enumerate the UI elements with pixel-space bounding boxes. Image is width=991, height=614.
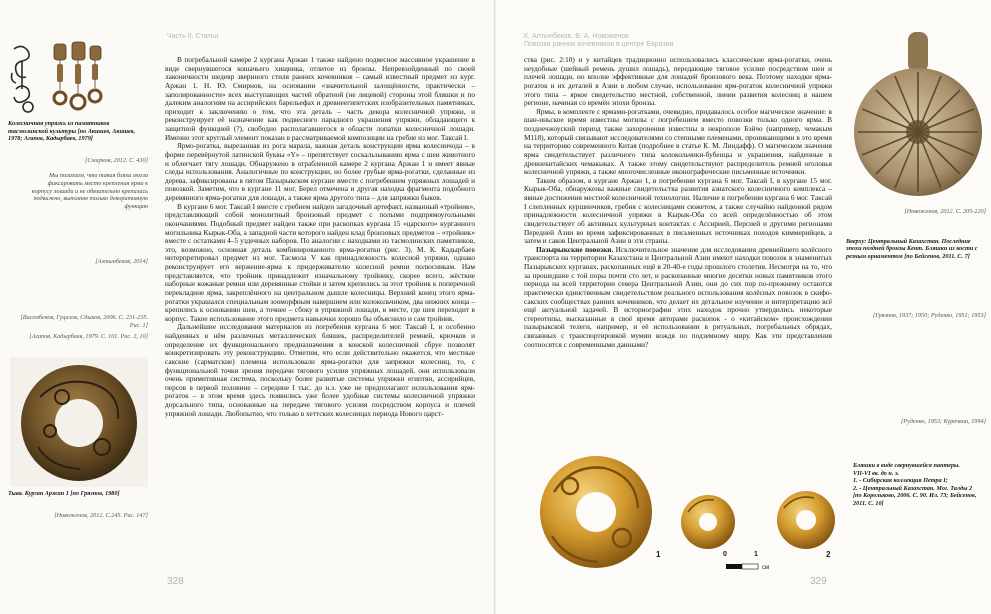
panther-plaques-image xyxy=(526,450,846,580)
left-body-text xyxy=(165,56,475,418)
ref-smirnov: [Смирнов, 2012. С. 430] xyxy=(85,156,148,164)
figure-label-1: 1 xyxy=(656,550,661,559)
body-paragraph: Таким образом, в кургане Аржан 1, в погребении кургана 6 мог. Таксай I, в кургане 15 мог. Кырык-Оба, обнаружены важные свидетельства развития азиатского колесничного комплекса – явные достижения местной колесничной технологии. Наличие в погребении кургана 6 мог. Таксай I слепленных куршинчиков, гребня с колесницами сюжетом, а также случайно найденной рядом принадлежности колесничной упряжи в Кырык-Оба со всей определённостью об этом свидетельствует об активных культурных контактах с Ассирией, Персией и другими регионами Передней Азии во время зафиксированных в письменных источниках походов киммерийцев, а затем и саков Центральной Азии в эти страны. xyxy=(524,175,832,246)
yoke-note: Мы полагаем, что такая бляха могла фиксировать место крепления ярма к корпусу лошади и не обязательно крепилась подвижно, выполняя только декоративную функцию xyxy=(31,172,148,210)
ref-novozhenov-left: [Новоженов, 2012. С.245. Рис. 147] xyxy=(54,511,148,519)
tuva-caption: Тыва. Курган Аржан 1 [по Грязнов, 1980] xyxy=(8,490,120,497)
pazyryk-text: Исключительное значение для исследования древнейшего колёсного транспорта на территории Казахстана и Центральной Азии имеют находки повозок в знаменитых Пазырыкских курганах, раскопанных ещё в 20-40-е годы прошлого столетия. Несмотря на то, что за прошедшие с той поры почти сто лет, и раскопанные многие десятки новых памятников этого периода на всей территории севера Центральной Азии, они до сих пор по-прежнему остаются практически единственным свидетельством реального использования колёсных повозок в скифо-сакских сообществах ранних кочевников, что делает их детальное изучение и интерпретацию всё ещё актуальной задачей. В историографии этих находок прочно утвердились некоторые стереотипы, высказанные в своё время авторами раскопок - о «китайском» происхождении пазырыкской телеги, например, и её использовании в ритуальных, погребальных обрядах, связанных с транспортировкой мумии вождя по подземному миру. Как эти представления соотносятся с современными данными? xyxy=(524,244,832,349)
scale-label-1: 1 xyxy=(754,551,758,558)
body-paragraph: Дальнейшие исследования материалов из погребения кургана 6 мог. Таксай I, и особенно найденных в нём различных металлических бляшек, распределителей ремней, крючков и определение их функционального предназначения в конской колесничной сбруе позволят конкретизировать эту реконструкцию. Отметим, что если действительно окажется, что местные сакские (сарматские) племена использовали ярма-рогатки для запряжки колесниц, то, с функциональной точки зрения передачи тягового усилия упряжных лошадей, они использовали очень примитивная система, поскольку более развитые системы упряжки египтян, ассирийцев, персов в первой половине – середине I тыс. до н.э. уже не предполагают использования ярм-рогаток – в этом время здесь появились уже более удобные системы колесничной упряжки дорсального типа, основанные на передаче тягового усилия посредством корпуса и плечей упряжной лошади. Любопытно, что только в хеттских колесницах периода Нового царст- xyxy=(165,322,475,418)
body-paragraph: Ярмо-рогатка, вырезанная из рога марала, важная деталь конструкции ярма колесничода – в форме перевёрнутой латинской буквы «Y» – препятствует соскальзыванию ярма с шеи животного и облегчает тягу лошади. Обнаружено в ограбленной камере 2 кургана Аржан 1 и имеет явные следы использования. Аналогичные по конструкции, но более грубые ярма-рогатки, сделанные из дерева, зафиксированы в пятом Пазырыкском кургане вместе с погребением упряжных лошадей и повозкой. Заметим, что в кургане 11 мог. Берел отмечена и другая находка фрагмента подобного деревянного ярма-рогатки для лошади, а также ярма другого типа – для запряжки быков. xyxy=(165,141,475,202)
header-title: Повозки ранних кочевников в центре Евразии xyxy=(524,41,674,48)
plaques-caption-line: Бляшки в виде свернувшейся пантеры. xyxy=(853,462,960,469)
body-paragraph: В кургане 6 мог. Таксай I вместе с гребнем найден загадочный артефакт, названный «тройник», представляющий собой монолитный бронзовый предмет с полыми подпрямоугольными окончаниями. Подобный предмет найден также при раскопках кургана 15 «царского» курганного могильника Кырык-Оба, а западной части которого найден клад бронзовых предметов – «тройник» вместе с остатками 4–5 уздечных наборов. По аналогии с находками из тасмолинских памятников, это, возможно, основная деталь комбинированного ярма-рогатки (рис. 3). М. К. Кадырбаев интерпретировал предмет из мог. Тасмола V как принадлежность колесной упряжи, однако реконструирует его вержение-ярма к придерживателю колесной ремни полюсникам. Нам представляется, что тройник принадлежит изначальному тройнику, скорее всего, жёсткие наборные кожаные ремни или деревянные стойки и затем крепились за этот тройник к поперечной перекладине ярма, закреплённого на центральном дышле колесницы. Верхний конец этого ярма-рогатки украшался специальным зооморфным навершием или колокольчиком, два нижних конца – крепились к основанию шеи, а точнее – сбоку в упряжной лошади, в месте, где шея переходит в корпус. Такое использование этого предмета навьючки хорошо бы объяснило и сам тройник. xyxy=(165,201,475,323)
body-paragraph: ства (рис. 2:10) и у китайцев традиционно использовались классические ярма-рогатки, очень неудобные (шейный ремень душил лошадь), передающие тяговое усилие посредством шеи и плечей лошади, но вполне эффективные для лошадей бронзового века. Поэтому находки ярма-рогаток и их деталей в Азии в любом случае, использование ярм-рогаток колесничной упряжи этого типа – яркое свидетельство местной, собственной, линии развития колесниц в нашем регионе, начиная со времён эпохи бронзы. xyxy=(524,55,832,108)
scale-unit: см xyxy=(762,565,770,571)
vverhu-caption: Вверху: Центральный Казахстан. Последние эпохи поздней бронзы Кент. Бляшки из кости с резным орнаментом [по Бейсенов, 2011. С. 7] xyxy=(846,237,978,260)
ref-agapov: [Агапов, Кадырбаев, 1979. С. 101. Рис. 2, 10] xyxy=(29,333,148,341)
plaques-caption xyxy=(853,462,987,508)
body-paragraph-pazyryk xyxy=(524,246,832,350)
ref-novozhenov-top: [Новоженов, 2012. С. 205-220] xyxy=(904,208,986,215)
scale-label-0: 0 xyxy=(723,551,727,558)
arzhan-panther-image xyxy=(10,357,148,487)
plaques-caption-line: VII-VI вв. до н. э. xyxy=(853,469,900,477)
ref-rudenko: [Руденко, 1953; Курочкин, 1994] xyxy=(900,417,986,425)
left-sidebar-captions xyxy=(8,120,148,341)
right-sidebar-captions xyxy=(846,208,986,426)
plaques-caption-line: 2. - Центральный Казахстан. Мог. Талды 2 xyxy=(853,484,973,492)
bronze-rings-image xyxy=(50,40,105,118)
ref-altynbekov: [Алтынбеков, 2014] xyxy=(95,258,148,266)
plaques-caption-line: [по Корольково, 2006. С. 90. Ил. 73; Бейсенов, 2011. С. 10] xyxy=(853,492,977,507)
body-paragraph: Ярмы, в комплекте с ярмами-рогатками, очевидно, придавалось особое магическое значение: в шан-иньское время известны могилы с погребением вместо повозки только одного ярма. В позднечжоуский период также захоронения известны в некрополе Бэйчо (например, чемакым М118), который связывают исследователями со степными племенами, проникающими в это время на территорию современного Китая (подробнее в статье К. М. Линдафф). О магическом значения ярма свидетельствует различного типа колокольчики-бубенцы и украшения, найденные в древнекитайских чемакыках. А также этому свидетельствуют распределитель ремней оголовья колесничной упряжи, а также многочисленные иконографические письменные источники. xyxy=(524,106,832,177)
bone-mirror-image xyxy=(848,28,988,216)
right-body-text xyxy=(524,56,832,349)
header-authors: К. Алтынбеков, В. А. Новоженов xyxy=(524,33,629,40)
harness-drawing-image xyxy=(8,43,36,115)
page-number-left: 328 xyxy=(167,576,184,587)
left-bottom-captions xyxy=(8,490,148,519)
ref-vismbekov: [Висембеков, Гуцалов, Сдыков, 2006. С. 231-235. Рис. 1] xyxy=(20,313,148,329)
ref-gryaznov: [Грязнов, 1937; 1950; Руденко, 1951; 1953] xyxy=(872,312,986,320)
right-page xyxy=(496,0,991,614)
harness-caption: Колесничная упряжь из памятников тасмолинской культуры [по Акишев, Акишев, 1978; Агапов, Кадырбаев, 1979] xyxy=(8,120,136,143)
left-page xyxy=(0,0,495,614)
figure-label-2: 2 xyxy=(826,550,831,559)
running-header-left: Часть II. Статьи xyxy=(167,33,219,40)
running-header-right xyxy=(524,33,673,49)
page-number-right: 329 xyxy=(810,576,827,587)
section-heading-pazyryk: Пазырыкские повозки. xyxy=(536,244,614,254)
plaques-caption-line: 1. - Сибирская коллекция Петра I; xyxy=(853,477,948,485)
body-paragraph: В погребальной камере 2 кургана Аржан 1 также найдено подвесное массивное украшение в виде свернувшегося кошачьего хищника, отлитое из бронзы. Непревзойденный по своей лаконичности шедевр звериного стиля ранних кочевников – самый известный предмет из кург. Аржан 1. Н. Ю. Смирнов, на основании «значительной залощённости, практически – заполированности» всех выступающих частей обратной (не лицевой) стороны этой бляшки и по далеким аналогиям на ассирийских барельефах и древнеегипетских изобразительных памятниках, приходит к заключению о том, что эта деталь – часть декора колесничной упряжи, и реконструирует её назначение как подвесного парадного украшения упряжи, обладающего к защитной функцией (?), свободно располагавшегося в области лопатки колесничной лошади. Именно этот круглый элемент показан в рассматриваемой композиции на гребне из мог. Таксай I. xyxy=(165,55,475,142)
